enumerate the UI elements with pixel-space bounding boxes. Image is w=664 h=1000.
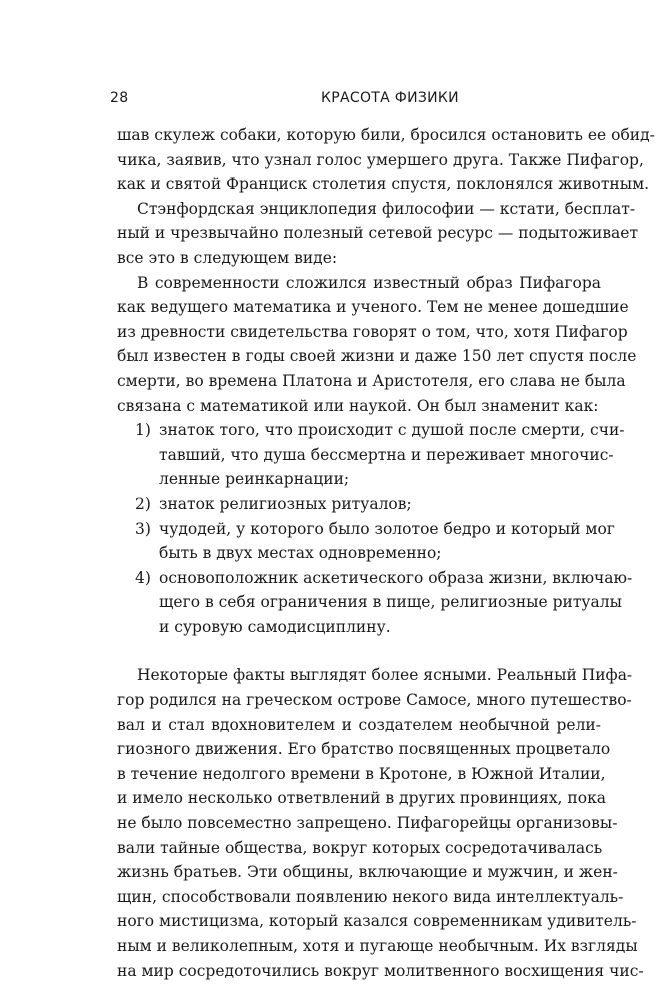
- list-line: знаток того, что происходит с душой после смерти, счи-: [159, 421, 625, 440]
- paragraph-2: [117, 197, 639, 271]
- text-line: щин, способствовали появлению некого вида интеллектуаль-: [117, 887, 624, 906]
- quote-line: из древности свидетельства говорят о том, что, хотя Пифагор: [117, 322, 628, 341]
- list-line: чудодей, у которого было золотое бедро и который мог: [159, 519, 615, 538]
- body-text: [117, 123, 655, 983]
- text-line: шав скулеж собаки, которую били, бросился остановить ее обид-: [117, 126, 655, 144]
- list-line: щего в себя ограничения в пище, религиозные ритуалы: [159, 593, 622, 612]
- text-line: ный и чрезвычайно полезный сетевой ресурс — подытоживает: [117, 224, 639, 243]
- list-line: и суровую самодисциплину.: [159, 617, 391, 636]
- text-line: чика, заявив, что узнал голос умершего друга. Также Пифагор,: [117, 150, 644, 169]
- list-marker: 3): [135, 519, 151, 538]
- quote-line: как ведущего математика и ученого. Тем не менее дошедшие: [117, 298, 629, 317]
- list-line: ленные реинкарнации;: [159, 470, 350, 489]
- text-line: на мир сосредоточились вокруг молитвенного восхищения чис-: [117, 961, 644, 980]
- block-quote: [117, 271, 637, 640]
- quote-line: связана с математикой или наукой. Он был знаменит как:: [117, 396, 599, 415]
- list-item: [117, 517, 615, 566]
- list-marker: 1): [135, 421, 151, 440]
- list-marker: 2): [135, 494, 151, 513]
- text-line: жизнь братьев. Эти общины, включающие и мужчин, и жен-: [117, 863, 618, 882]
- paragraph-spacer: [117, 639, 601, 663]
- text-line: гиозного движения. Его братство посвященных процветало: [117, 740, 611, 759]
- list-item: [117, 566, 633, 640]
- text-line: вали тайные общества, вокруг которых сосредотачивалась: [117, 838, 603, 857]
- text-line: в течение недолгого времени в Кротоне, в Южной Италии,: [117, 764, 606, 783]
- page-number: 28: [110, 90, 129, 106]
- page-header: [110, 90, 600, 112]
- text-line: как и святой Франциск столетия спустя, поклонялся животным.: [117, 175, 650, 194]
- text-line: не было повсеместно запрещено. Пифагорейцы организовы-: [117, 814, 618, 833]
- text-line: вал и стал вдохновителем и создателем необычной рели-: [117, 715, 601, 734]
- text-line: ного мистицизма, который казался современникам удивитель-: [117, 912, 637, 931]
- text-line: ным и великолепным, хотя и пугающе необычным. Их взгляды: [117, 937, 638, 955]
- running-head: КРАСОТА ФИЗИКИ: [321, 90, 459, 106]
- numbered-list: [117, 418, 633, 639]
- quote-line: был известен в годы своей жизни и даже 150 лет спустя после: [117, 347, 637, 366]
- list-line: тавший, что душа бессмертна и переживает многочис-: [159, 445, 614, 464]
- list-item: [117, 418, 625, 492]
- list-marker: 4): [135, 568, 151, 587]
- paragraph-1: [117, 123, 655, 197]
- list-line: основоположник аскетического образа жизни, включаю-: [159, 568, 633, 587]
- paragraph-3: [117, 663, 644, 983]
- list-line: знаток религиозных ритуалов;: [159, 494, 412, 513]
- text-line: гор родился на греческом острове Самосе, много путешество-: [117, 691, 632, 710]
- quote-line: смерти, во времена Платона и Аристотеля, его слава не была: [117, 371, 626, 390]
- text-line: и имело несколько ответвлений в других провинциях, пока: [117, 789, 606, 808]
- quote-line: В современности сложился известный образ Пифагора: [137, 273, 601, 292]
- text-line: Стэнфордская энциклопедия философии — кстати, бесплат-: [137, 199, 636, 218]
- text-line: все это в следующем виде:: [117, 248, 338, 267]
- list-line: быть в двух местах одновременно;: [159, 544, 442, 563]
- list-item: [117, 492, 601, 517]
- text-line: Некоторые факты выглядят более ясными. Реальный Пифа-: [137, 666, 633, 685]
